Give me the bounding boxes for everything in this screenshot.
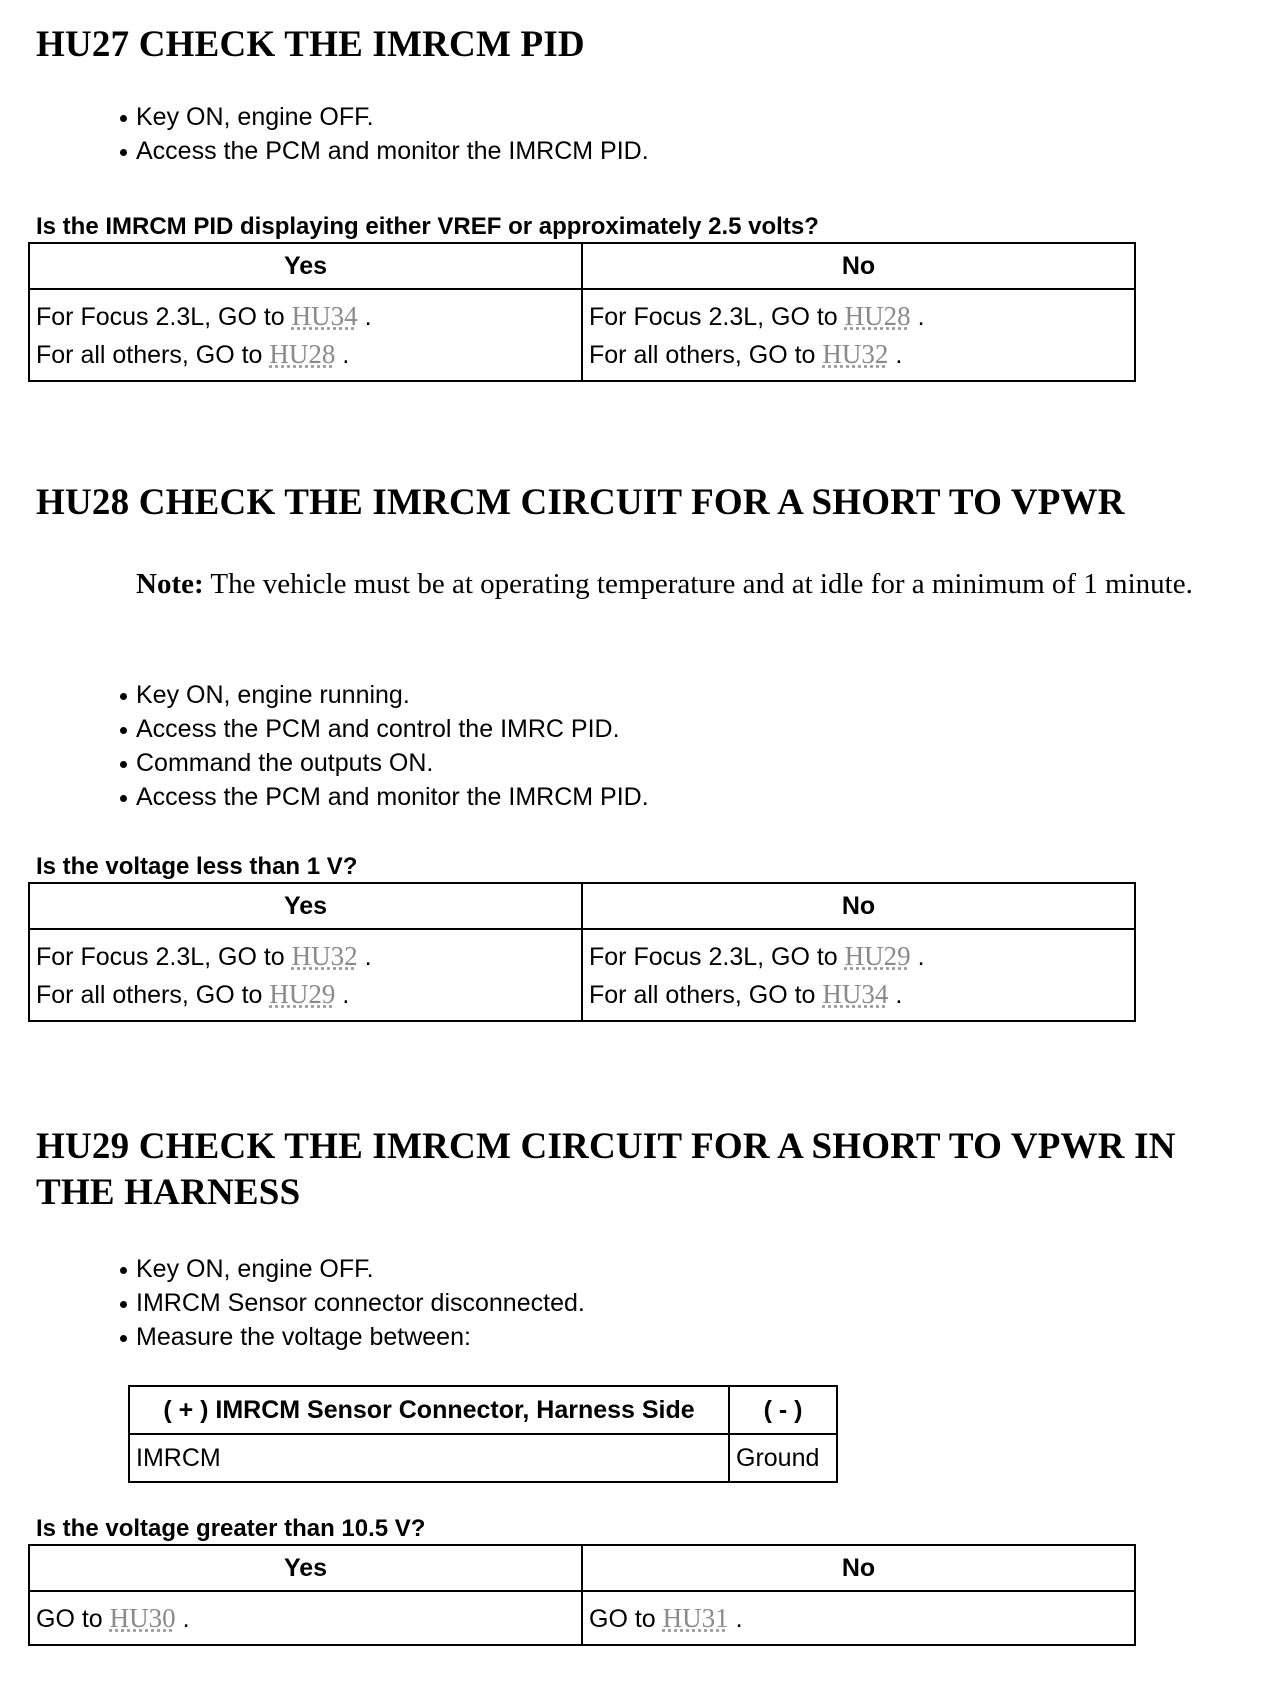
step-item: Key ON, engine running. xyxy=(116,678,649,712)
step-item: IMRCM Sensor connector disconnected. xyxy=(116,1286,585,1320)
link-hu28[interactable]: HU28 xyxy=(844,301,911,331)
section-title-hu28: HU28 CHECK THE IMRCM CIRCUIT FOR A SHORT TO VPWR xyxy=(36,482,1125,523)
no-cell xyxy=(582,289,1135,381)
no-cell xyxy=(582,929,1135,1021)
link-hu28[interactable]: HU28 xyxy=(269,339,336,369)
link-hu32[interactable]: HU32 xyxy=(822,339,889,369)
answer-line: For all others, GO to HU28 . xyxy=(36,339,350,369)
measure-table xyxy=(128,1385,838,1483)
link-hu29[interactable]: HU29 xyxy=(269,979,336,1009)
measure-col-negative: ( - ) xyxy=(729,1386,837,1434)
answer-line: GO to HU30 . xyxy=(36,1603,190,1633)
steps-list-hu29 xyxy=(116,1252,585,1354)
answer-line: For all others, GO to HU34 . xyxy=(589,979,903,1009)
yes-header: Yes xyxy=(29,883,582,929)
section-title-hu27: HU27 CHECK THE IMRCM PID xyxy=(36,24,585,65)
answer-line: For Focus 2.3L, GO to HU34 . xyxy=(36,301,372,331)
question-hu29: Is the voltage greater than 10.5 V? xyxy=(36,1515,426,1542)
no-header: No xyxy=(582,883,1135,929)
link-hu32[interactable]: HU32 xyxy=(291,941,358,971)
no-header: No xyxy=(582,243,1135,289)
answer-line: For all others, GO to HU29 . xyxy=(36,979,350,1009)
link-hu31[interactable]: HU31 xyxy=(662,1603,729,1633)
answer-line: For Focus 2.3L, GO to HU29 . xyxy=(589,941,925,971)
answer-line: GO to HU31 . xyxy=(589,1603,743,1633)
yes-header: Yes xyxy=(29,243,582,289)
link-hu29[interactable]: HU29 xyxy=(844,941,911,971)
answer-table-hu29 xyxy=(28,1544,1136,1646)
steps-list-hu28 xyxy=(116,678,649,814)
step-item: Command the outputs ON. xyxy=(116,746,649,780)
measure-cell-positive: IMRCM xyxy=(129,1434,729,1482)
step-item: Key ON, engine OFF. xyxy=(116,1252,585,1286)
answer-table-hu27 xyxy=(28,242,1136,382)
link-hu30[interactable]: HU30 xyxy=(109,1603,176,1633)
step-item: Access the PCM and monitor the IMRCM PID. xyxy=(116,780,649,814)
step-item: Access the PCM and monitor the IMRCM PID. xyxy=(116,134,649,168)
step-item: Access the PCM and control the IMRC PID. xyxy=(116,712,649,746)
step-item: Measure the voltage between: xyxy=(116,1320,585,1354)
yes-cell xyxy=(29,289,582,381)
measure-cell-negative: Ground xyxy=(729,1434,837,1482)
steps-list-hu27 xyxy=(116,100,649,168)
link-hu34[interactable]: HU34 xyxy=(822,979,889,1009)
answer-table-hu28 xyxy=(28,882,1136,1022)
answer-line: For Focus 2.3L, GO to HU32 . xyxy=(36,941,372,971)
section-title-hu29: HU29 CHECK THE IMRCM CIRCUIT FOR A SHORT TO VPWR IN THE HARNESS xyxy=(36,1126,1176,1213)
step-item: Key ON, engine OFF. xyxy=(116,100,649,134)
note-label: Note: xyxy=(136,568,204,600)
answer-line: For all others, GO to HU32 . xyxy=(589,339,903,369)
yes-cell xyxy=(29,929,582,1021)
note-text: The vehicle must be at operating temperature and at idle for a minimum of 1 minute. xyxy=(210,568,1193,600)
no-cell xyxy=(582,1591,1135,1645)
no-header: No xyxy=(582,1545,1135,1591)
question-hu27: Is the IMRCM PID displaying either VREF or approximately 2.5 volts? xyxy=(36,213,819,240)
yes-header: Yes xyxy=(29,1545,582,1591)
yes-cell xyxy=(29,1591,582,1645)
question-hu28: Is the voltage less than 1 V? xyxy=(36,853,358,880)
note xyxy=(136,566,1226,603)
measure-col-positive: ( + ) IMRCM Sensor Connector, Harness Side xyxy=(129,1386,729,1434)
answer-line: For Focus 2.3L, GO to HU28 . xyxy=(589,301,925,331)
link-hu34[interactable]: HU34 xyxy=(291,301,358,331)
